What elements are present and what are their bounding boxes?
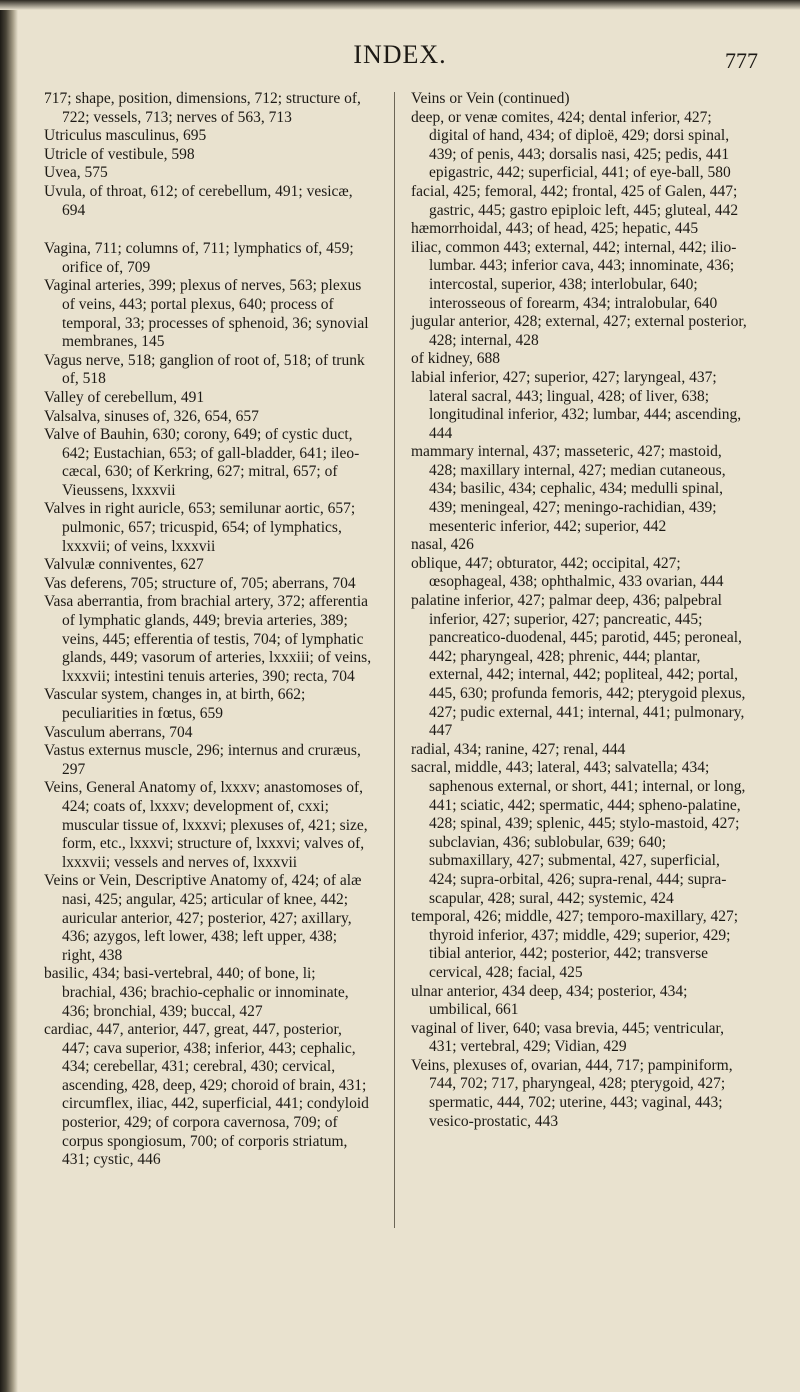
scan-binding-edge xyxy=(0,0,18,1392)
index-entry: Vascular system, changes in, at birth, 662; peculiarities in fœtus, 659 xyxy=(44,686,306,722)
column-divider xyxy=(394,92,395,1228)
index-entry: Veins, General Anatomy of, lxxxv; anastomoses of, 424; coats of, lxxxv; development of, cxxi; muscular tissue of, lxxxvi; plexuses of, 421; size, form, etc., lxxxvi; structure of, lxxxvi; valves of, lxxxvii; vessels and nerves of, lxxxvii xyxy=(44,779,368,871)
index-entry: Valley of cerebellum, 491 xyxy=(44,388,205,406)
index-entry: Vagus nerve, 518; ganglion of root of, 518; of trunk of, 518 xyxy=(44,351,365,388)
index-entry: basilic, 434; basi-vertebral, 440; of bone, li; brachial, 436; brachio-cephalic or innominate, 436; bronchial, 439; buccal, 427 xyxy=(44,965,349,1020)
index-entry: vaginal of liver, 640; vasa brevia, 445; ventricular, 431; vertebral, 429; Vidian, 429 xyxy=(411,1019,724,1056)
index-entry: Veins or Vein (continued) xyxy=(411,90,570,107)
index-entry: palatine inferior, 427; palmar deep, 436; palpebral inferior, 427; superior, 427; pancreatic, 445; pancreatico-duodenal, 445; parotid, 445; peroneal, 442; pharyngeal, 428; phrenic, 444; plantar, external, 442; internal, 442; popliteal, 442; portal, 445, 630; profunda femoris, 442; pterygoid plexus, 427; pudic external, 441; internal, 441; pulmonary, 447 xyxy=(411,592,746,740)
index-entry: oblique, 447; obturator, 442; occipital, 427; œsophageal, 438; ophthalmic, 433 ovarian, 444 xyxy=(411,554,724,591)
index-entry: Veins, plexuses of, ovarian, 444, 717; pampiniform, 744, 702; 717, pharyngeal, 428; pterygoid, 427; spermatic, 444, 702; uterine, 443; vaginal, 443; vesico-prostatic, 443 xyxy=(411,1056,733,1130)
index-entry: 717; shape, position, dimensions, 712; structure of, 722; vessels, 713; nerves of 563, 713 xyxy=(44,90,361,126)
index-entry: cardiac, 447, anterior, 447, great, 447, posterior, 447; cava superior, 438; inferior, 443; cephalic, 434; cerebellar, 431; cerebral, 430; cervical, ascending, 428, deep, 429; choroid of brain, 431; circumflex, iliac, 442, superficial, 441; condyloid posterior, 429; of corpora cavernosa, 709; of corpus spongiosum, 700; of corporis striatum, 431; cystic, 446 xyxy=(44,1021,369,1169)
index-entry: labial inferior, 427; superior, 427; laryngeal, 437; lateral sacral, 443; lingual, 428; of liver, 638; longitudinal inferior, 432; lumbar, 444; ascending, 444 xyxy=(411,368,742,442)
page-header xyxy=(0,40,800,73)
index-entry: Utricle of vestibule, 598 xyxy=(44,145,195,163)
index-entry: of kidney, 688 xyxy=(411,350,500,368)
index-entry: Vastus externus muscle, 296; internus and cruræus, 297 xyxy=(44,742,361,778)
running-head: INDEX. xyxy=(353,40,447,69)
index-column-left xyxy=(44,90,372,1170)
index-column-right xyxy=(411,90,751,1131)
index-entry: ulnar anterior, 434 deep, 434; posterior, 434; umbilical, 661 xyxy=(411,982,688,1019)
index-entry: iliac, common 443; external, 442; internal, 442; ilio-lumbar. 443; inferior cava, 443; innominate, 436; intercostal, superior, 438; interlobular, 640; interosseous of forearm, 434; intralobular, 640 xyxy=(411,238,737,312)
index-entry: hæmorrhoidal, 443; of head, 425; hepatic, 445 xyxy=(411,220,699,238)
index-entry: deep, or venæ comites, 424; dental inferior, 427; digital of hand, 434; of diploë, 429; dorsi spinal, 439; of penis, 443; dorsalis nasi, 425; pedis, 441 epigastric, 442; superficial, 441; of eye-ball, 580 xyxy=(411,108,731,182)
index-entry: sacral, middle, 443; lateral, 443; salvatella; 434; saphenous external, or short, 441; internal, or long, 441; sciatic, 442; spermatic, 444; spheno-palatine, 428; spinal, 439; splenic, 445; stylo-mastoid, 427; subclavian, 436; sublobular, 639; 640; submaxillary, 427; submental, 427, superficial, 424; supra-orbital, 426; supra-renal, 444; supra-scapular, 428; sural, 442; systemic, 424 xyxy=(411,759,746,907)
index-entry: Uvula, of throat, 612; of cerebellum, 491; vesicæ, 694 xyxy=(44,182,353,219)
index-entry: Valvulæ conniventes, 627 xyxy=(44,556,204,574)
index-entry: mammary internal, 437; masseteric, 427; mastoid, 428; maxillary internal, 427; median cutaneous, 434; basilic, 434; cephalic, 434; medulli spinal, 439; meningeal, 427; meningo-rachidian, 439; mesenteric inferior, 442; superior, 442 xyxy=(411,443,726,535)
index-entry: temporal, 426; middle, 427; temporo-maxillary, 427; thyroid inferior, 437; middle, 429; superior, 429; tibial anterior, 442; posterior, 442; transverse cervical, 428; facial, 425 xyxy=(411,908,739,981)
index-entry: Utriculus masculinus, 695 xyxy=(44,127,207,145)
index-entry: Uvea, 575 xyxy=(44,164,108,182)
index-entry: Vagina, 711; columns of, 711; lymphatics of, 459; orifice of, 709 xyxy=(44,240,354,276)
page-number: 777 xyxy=(725,48,758,73)
index-entry: facial, 425; femoral, 442; frontal, 425 of Galen, 447; gastric, 445; gastro epiploic left, 445; gluteal, 442 xyxy=(411,182,739,219)
index-entry: Vaginal arteries, 399; plexus of nerves, 563; plexus of veins, 443; portal plexus, 640; process of temporal, 33; processes of sphenoid, 36; synovial membranes, 145 xyxy=(44,277,369,351)
index-entry: radial, 434; ranine, 427; renal, 444 xyxy=(411,740,626,758)
scan-top-shadow xyxy=(0,0,800,10)
index-entry: jugular anterior, 428; external, 427; external posterior, 428; internal, 428 xyxy=(411,313,747,349)
index-entry: Valves in right auricle, 653; semilunar aortic, 657; pulmonic, 657; tricuspid, 654; of lymphatics, lxxxvii; of veins, lxxxvii xyxy=(44,500,356,555)
index-entry: Valve of Bauhin, 630; corony, 649; of cystic duct, 642; Eustachian, 653; of gall-bladder, 641; ileo-cæcal, 630; of Kerkring, 627; mitral, 657; of Vieussens, lxxxvii xyxy=(44,426,360,499)
index-entry: Veins or Vein, Descriptive Anatomy of, 424; of alæ nasi, 425; angular, 425; articular of knee, 442; auricular anterior, 427; posterior, 427; axillary, 436; azygos, left lower, 438; left upper, 438; right, 438 xyxy=(44,872,362,964)
index-entry: Vasculum aberrans, 704 xyxy=(44,723,193,741)
index-entry: Vas deferens, 705; structure of, 705; aberrans, 704 xyxy=(44,574,356,592)
index-entry: Vasa aberrantia, from brachial artery, 372; afferentia of lymphatic glands, 449; brevia arteries, 389; veins, 445; efferentia of testis, 704; of lymphatic glands, 449; vasorum of arteries, lxxxiii; of veins, lxxxvii; intestini tenuis arteries, 390; recta, 704 xyxy=(44,593,372,685)
index-entry: nasal, 426 xyxy=(411,536,474,554)
index-entry: Valsalva, sinuses of, 326, 654, 657 xyxy=(44,407,259,425)
